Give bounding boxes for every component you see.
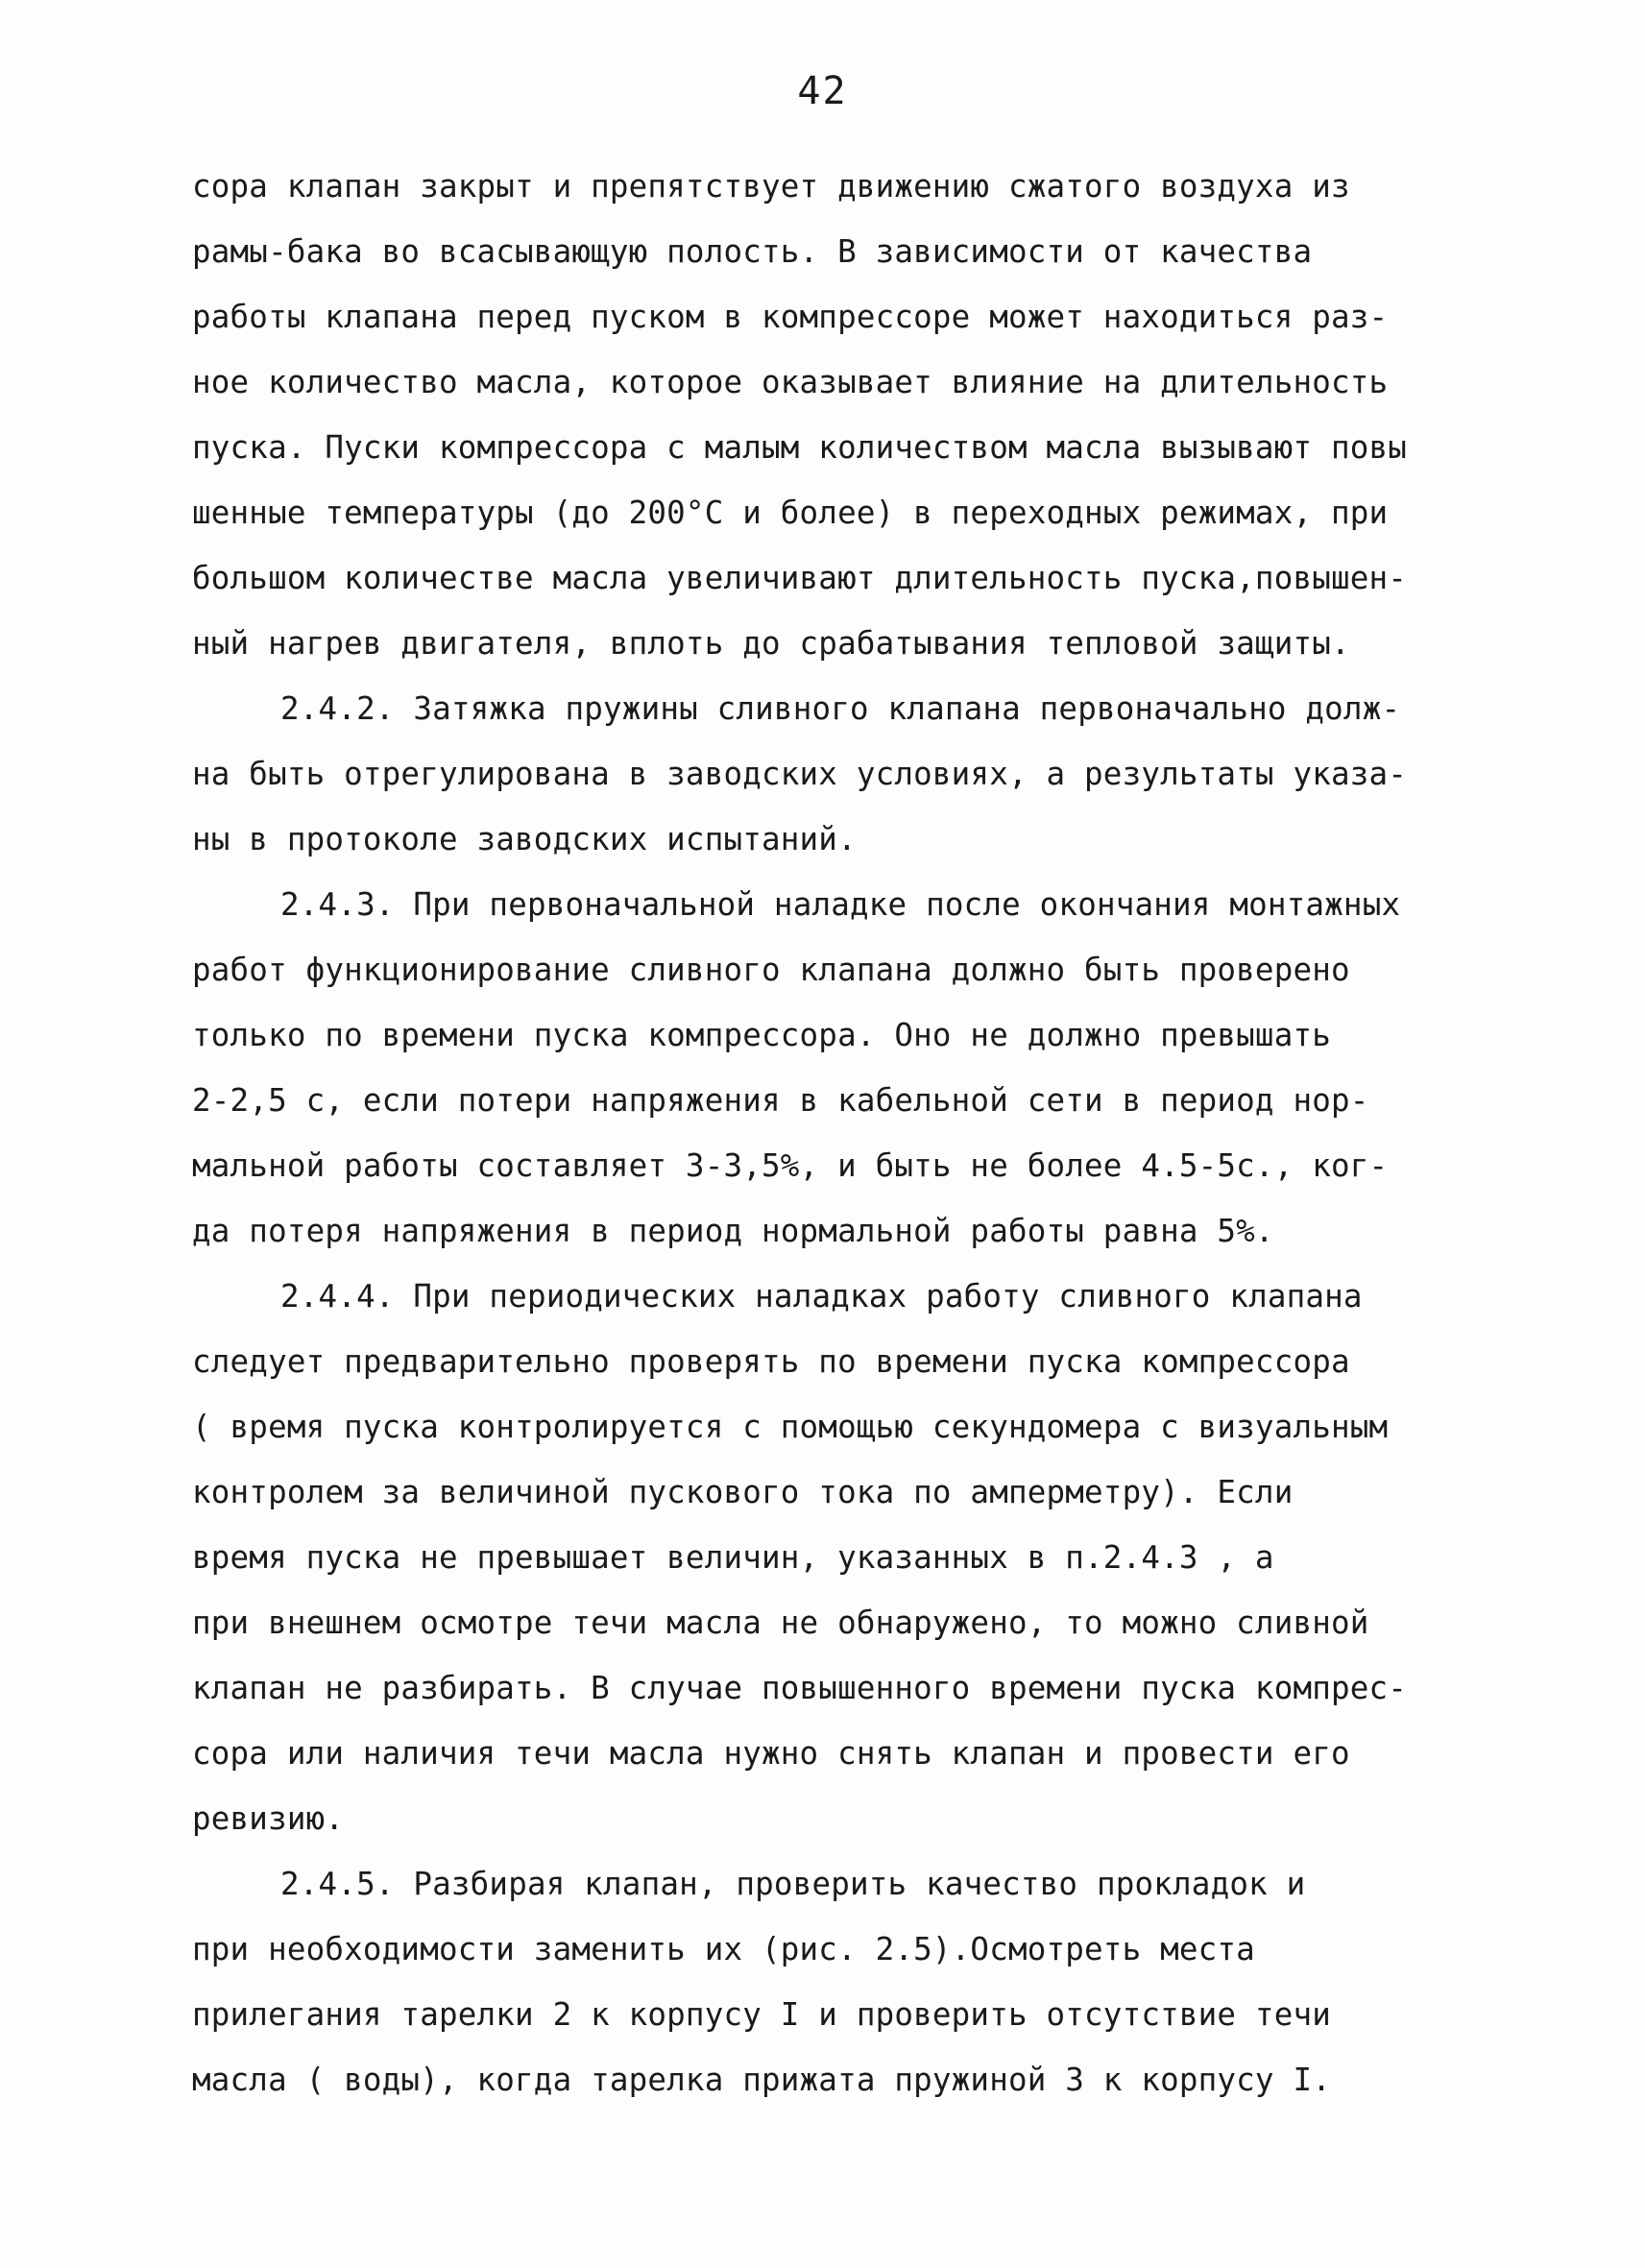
text-line: 2.4.5. Разбирая клапан, проверить качество прокладок и [280, 1866, 1306, 1902]
paragraph-2-4-4 [192, 1264, 1498, 1851]
paragraph-2-4-3 [192, 872, 1498, 1264]
text-line: при необходимости заменить их (рис. 2.5).Осмотреть места [192, 1931, 1255, 1967]
text-line: ное количество масла, которое оказывает влияние на длительность [192, 364, 1389, 400]
text-line: сора клапан закрыт и препятствует движению сжатого воздуха из [192, 168, 1350, 205]
text-line: шенные температуры (до 200°С и более) в переходных режимах, при [192, 495, 1389, 531]
text-line: работ функционирование сливного клапана должно быть проверено [192, 952, 1350, 988]
text-line: ный нагрев двигателя, вплоть до срабатывания тепловой защиты. [192, 625, 1350, 662]
text-line: только по времени пуска компрессора. Оно не должно превышать [192, 1017, 1331, 1053]
text-line: 2.4.4. При периодических наладках работу сливного клапана [280, 1278, 1363, 1315]
paragraph-2-4-5 [192, 1851, 1498, 2112]
text-line: клапан не разбирать. В случае повышенного времени пуска компрес- [192, 1670, 1408, 1706]
text-line: 2.4.2. Затяжка пружины сливного клапана первоначально долж- [280, 690, 1401, 727]
text-line: на быть отрегулирована в заводских условиях, а результаты указа- [192, 756, 1408, 792]
text-line: ревизию. [192, 1800, 345, 1837]
text-line: ( время пуска контролируется с помощью секундомера с визуальным [192, 1409, 1389, 1445]
text-line: 2.4.3. При первоначальной наладке после окончания монтажных [280, 886, 1401, 923]
text-line: да потеря напряжения в период нормальной работы равна 5%. [192, 1213, 1274, 1249]
paragraph-2-4-2 [192, 676, 1498, 872]
text-line: время пуска не превышает величин, указанных в п.2.4.3 , а [192, 1539, 1274, 1576]
text-line: пуска. Пуски компрессора с малым количеством масла вызывают повы [192, 429, 1408, 466]
page-number: 42 [797, 69, 848, 113]
text-line: масла ( воды), когда тарелка прижата пружиной 3 к корпусу I. [192, 2062, 1331, 2098]
text-line: при внешнем осмотре течи масла не обнаружено, то можно сливной [192, 1604, 1369, 1641]
text-line: большом количестве масла увеличивают длительность пуска,повышен- [192, 560, 1408, 596]
text-line: контролем за величиной пускового тока по амперметру). Если [192, 1474, 1294, 1510]
text-line: мальной работы составляет 3-3,5%, и быть не более 4.5-5с., ког- [192, 1147, 1389, 1184]
paragraph-continuation [192, 154, 1498, 676]
text-line: 2-2,5 с, если потери напряжения в кабельной сети в период нор- [192, 1082, 1369, 1119]
text-line: сора или наличия течи масла нужно снять клапан и провести его [192, 1735, 1350, 1772]
text-line: работы клапана перед пуском в компрессоре может находиться раз- [192, 299, 1389, 335]
text-line: ны в протоколе заводских испытаний. [192, 821, 857, 857]
body-text [192, 154, 1498, 2112]
text-line: рамы-бака во всасывающую полость. В зависимости от качества [192, 233, 1313, 270]
text-line: следует предварительно проверять по времени пуска компрессора [192, 1343, 1350, 1380]
text-line: прилегания тарелки 2 к корпусу I и проверить отсутствие течи [192, 1996, 1331, 2033]
